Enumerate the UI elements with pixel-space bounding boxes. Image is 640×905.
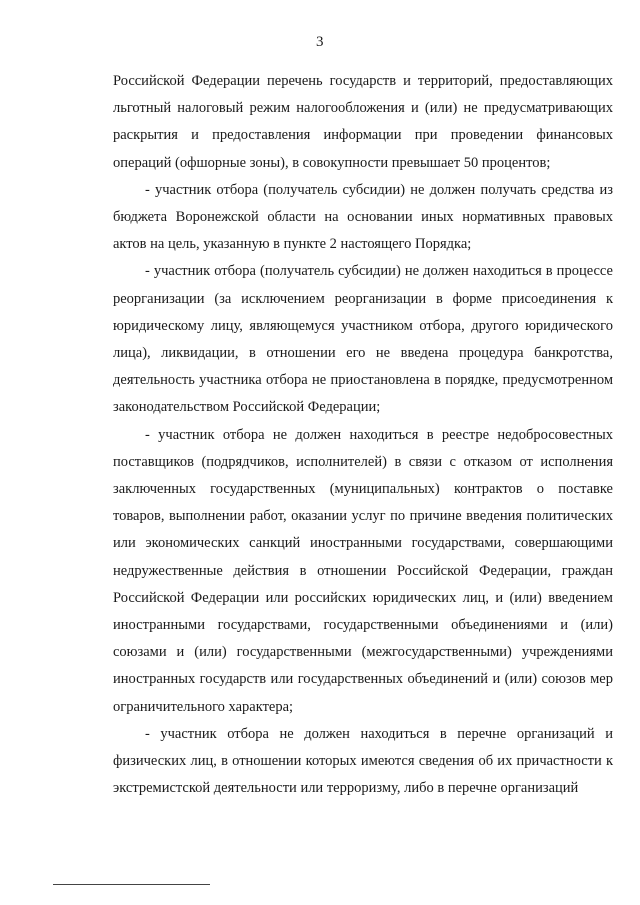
paragraph-reorganization: - участник отбора (получатель субсидии) не должен находиться в процессе реорганизации (за исключением реорганизации в форме присоединения к юридическому лицу, являющемуся участником отбора, другого юридического лица), ликвидации, в отношении его не введена процедура банкротства, деятельность участника отбора не приостановлена в порядке, предусмотренном законодательством Российской Федерации; bbox=[113, 263, 613, 416]
document-body bbox=[113, 68, 613, 802]
paragraph-offshore-continuation: Российской Федерации перечень государств и территорий, предоставляющих льготный налоговый режим налогообложения и (или) не предусматривающих раскрытия и предоставления информации при проведении финансовых операций (офшорные зоны), в совокупности превышает 50 процентов; bbox=[113, 73, 613, 171]
paragraph-budget-funds: - участник отбора (получатель субсидии) не должен получать средства из бюджета Воронежской области на основании иных нормативных правовых актов на цель, указанную в пункте 2 настоящего Порядка; bbox=[113, 181, 613, 253]
paragraph-unfair-suppliers-registry: - участник отбора не должен находиться в реестре недобросовестных поставщиков (подрядчиков, исполнителей) в связи с отказом от исполнения заключенных государственных (муниципальных) контрактов о поставке товаров, выполнении работ, оказании услуг по причине введения политических или экономических санкций иностранными государствами, совершающими недружественные действия в отношении Российской Федерации, граждан Российской Федерации или российских юридических лиц, и (или) введением иностранными государствами, государственными объединениями и (или) союзами и (или) государственными (межгосударственными) учреждениями иностранных государств или государственных объединений и (или) союзов мер ограничительного характера; bbox=[113, 426, 613, 715]
paragraph-extremism-list: - участник отбора не должен находиться в перечне организаций и физических лиц, в отношении которых имеются сведения об их причастности к экстремистской деятельности или терроризму, либо в перечне организаций bbox=[113, 725, 613, 797]
footnote-divider bbox=[53, 884, 210, 885]
page-number: 3 bbox=[316, 34, 324, 50]
